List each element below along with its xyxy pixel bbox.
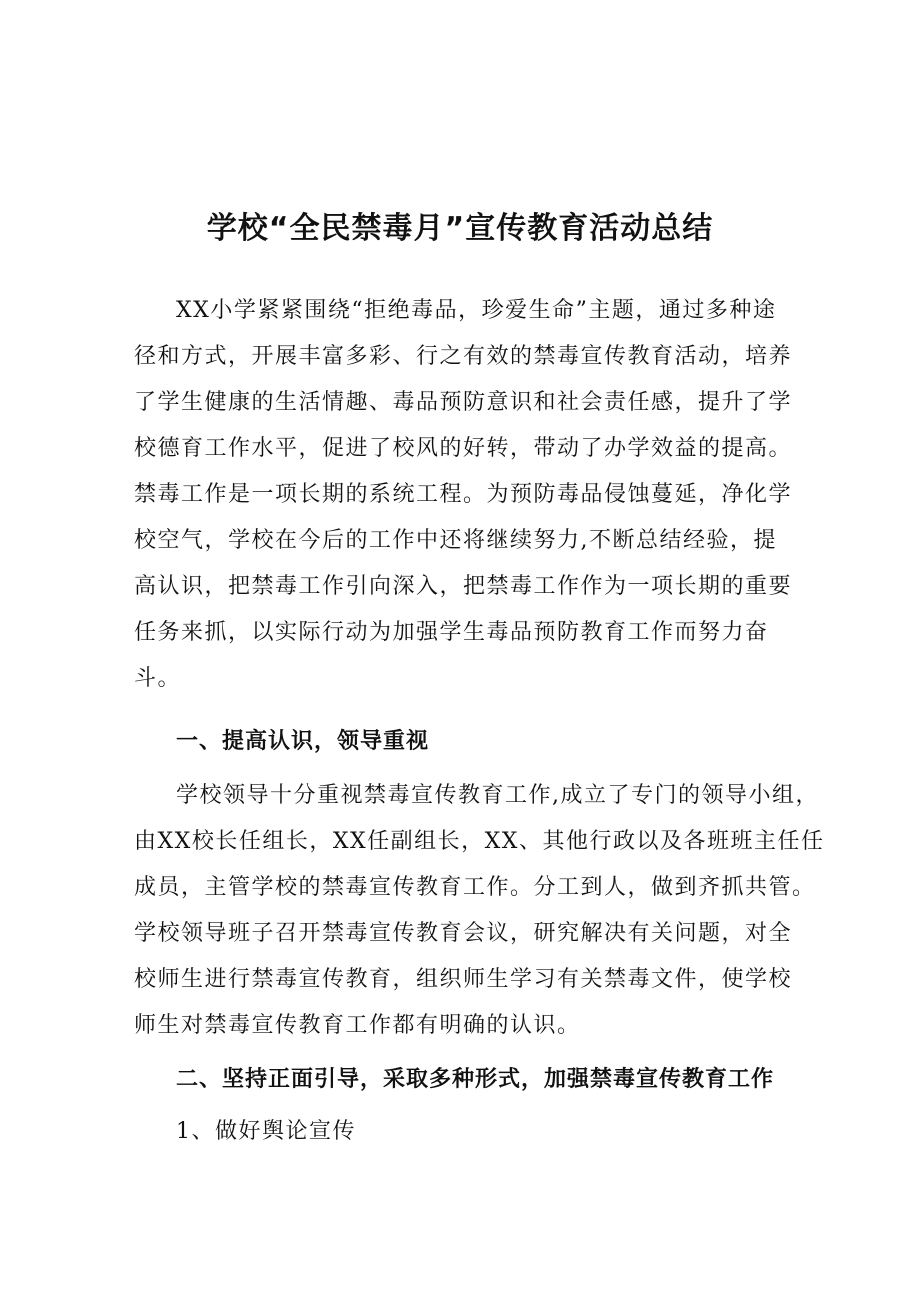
section1-line: 师生对禁毒宣传教育工作都有明确的认识。 xyxy=(134,1013,581,1038)
section1-line: 学校领导班子召开禁毒宣传教育会议，研究解决有关问题，对全 xyxy=(134,921,793,946)
section1-line: 校师生进行禁毒宣传教育，组织师生学习有关禁毒文件，使学校 xyxy=(134,967,793,992)
intro-line: XX小学紧紧围绕“拒绝毒品，珍爱生命”主题，通过多种途 xyxy=(176,298,777,323)
section1-line: 由XX校长任组长，XX任副组长，XX、其他行政以及各班班主任任 xyxy=(134,829,825,854)
section-heading-2: 二、坚持正面引导，采取多种形式，加强禁毒宣传教育工作 xyxy=(176,1067,775,1092)
subsection-heading-1: 1、做好舆论宣传 xyxy=(176,1119,356,1144)
intro-line: 任务来抓，以实际行动为加强学生毒品预防教育工作而努力奋 xyxy=(134,620,769,645)
section-heading-1: 一、提高认识，领导重视 xyxy=(176,729,430,754)
document-title: 学校“全民禁毒月”宣传教育活动总结 xyxy=(206,211,714,246)
section1-line: 学校领导十分重视禁毒宣传教育工作,成立了专门的领导小组， xyxy=(176,783,819,808)
intro-line: 高认识，把禁毒工作引向深入，把禁毒工作作为一项长期的重要 xyxy=(134,574,793,599)
intro-line: 禁毒工作是一项长期的系统工程。为预防毒品侵蚀蔓延，净化学 xyxy=(134,482,793,507)
intro-line: 径和方式，开展丰富多彩、行之有效的禁毒宣传教育活动，培养 xyxy=(134,344,793,369)
intro-line: 了学生健康的生活情趣、毒品预防意识和社会责任感，提升了学 xyxy=(134,390,793,415)
section1-line: 成员，主管学校的禁毒宣传教育工作。分工到人，做到齐抓共管。 xyxy=(134,875,816,900)
intro-line: 校德育工作水平，促进了校风的好转，带动了办学效益的提高。 xyxy=(134,436,793,461)
intro-line: 校空气，学校在今后的工作中还将继续努力,不断总结经验，提 xyxy=(134,528,777,553)
intro-line: 斗。 xyxy=(134,666,182,691)
